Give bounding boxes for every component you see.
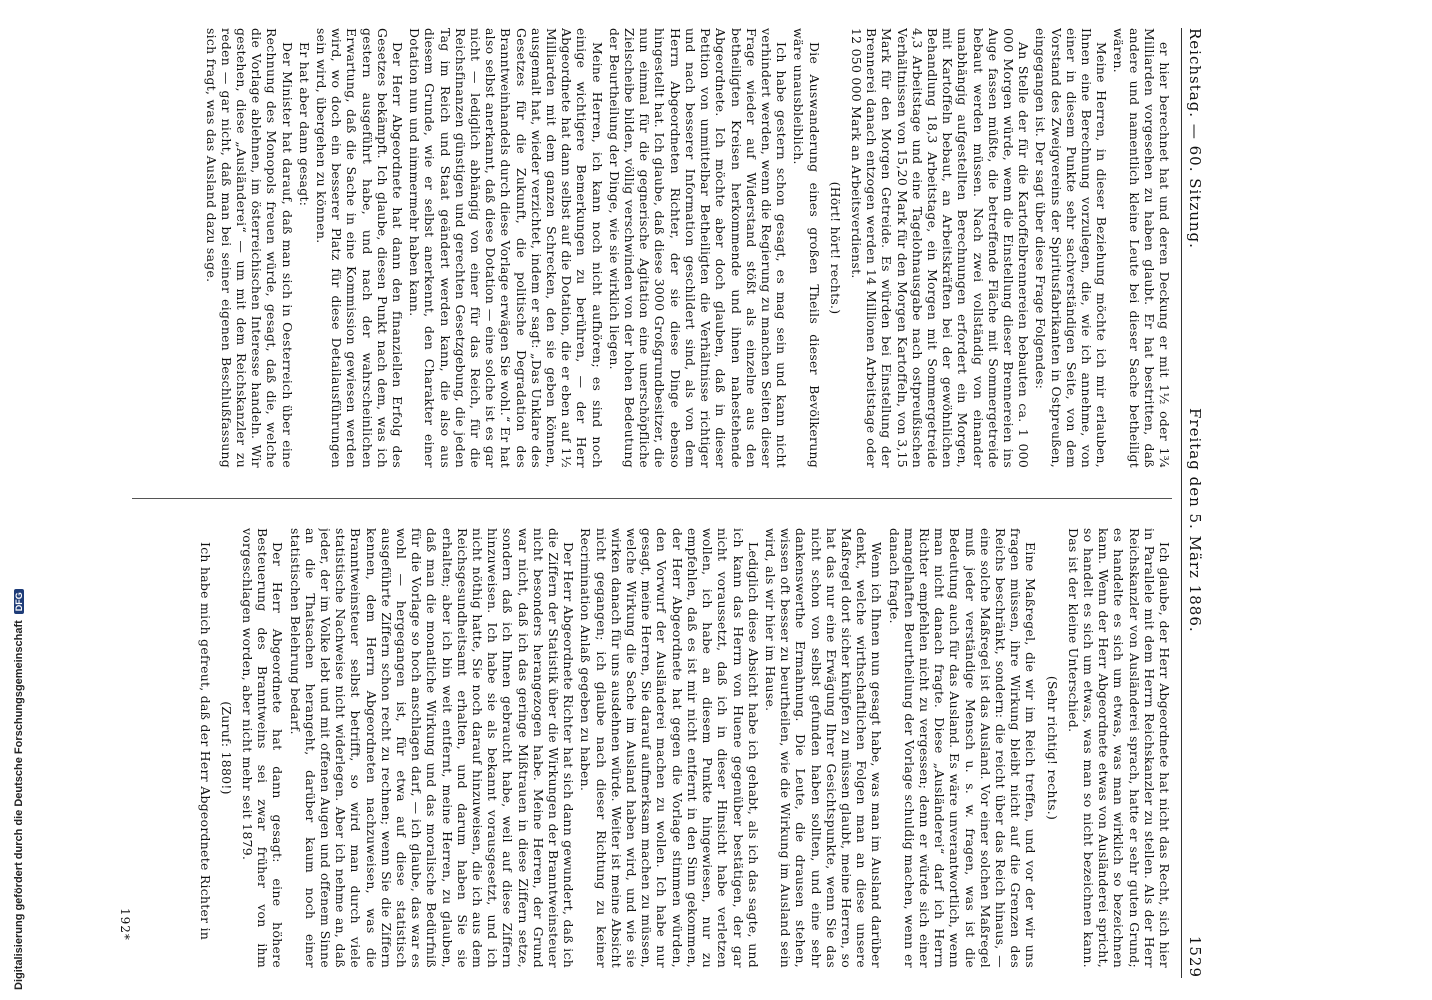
column-divider: [132, 498, 1172, 499]
page-number: 1529: [1186, 935, 1204, 978]
paragraph: An Stelle der für die Kartoffelbrennereien bebauten ca. 1 000 000 Morgen würde, wenn die Einstellung dieser Brennereien ins Auge fassen müßte, die betreffende Fläche mit Sommergetreide bebaut werden müssen. Nach zwei vollständig von einander unabhängig aufgestellten Berechnungen erfordert ein Morgen, mit Kartoffeln bebaut, an Arbeitskräften bei der gewöhnlichen Behandlung 18,3 Arbeitstage, ein Morgen mit Sommergetreide 4,3 Arbeitstage und eine Tagelohnausgabe nach ostpreußischen Verhältnissen von 15,20 Mark für den Morgen Kartoffeln, von 3,15 Mark für den Morgen Getreide. Es würden bei Einstellung der Brennerei danach entzogen werden 14 Millionen Arbeitstage oder 12 050 000 Mark an Arbeitsverdienst.: [848, 28, 1032, 468]
paragraph: Eine Maßregel, die wir im Reich treffen, und vor der wir uns fragen müssen, ihre Wirkung bleibt nicht auf die Grenzen des Reichs beschränkt, sondern: die reicht über das Reich hinaus, — eine solche Maßregel ist das Ausland. Vor einer solchen Maßregel muß jeder verständige Mensch u. s. w. fragen, was ist die Bedeutung auch für das Ausland. Es wäre unverantwortlich, wenn man nicht danach fragte. Diese „Ausländerei“ darf ich Herrn Richter empfehlen nicht zu vergessen; denn er würde sich einer mangelhaften Beurtheilung der Vorlage schuldig machen, wenn er danach fragte.: [886, 528, 1039, 968]
paragraph: Wenn ich Ihnen nun gesagt habe, was man im Ausland darüber denkt, welche wirthschaftlichen Folgen man an diese unsere Maßregel dort sicher knüpfen zu müssen glaubt, meine Herren, so hat das nur eine Erwägung Ihrer Gesichtspunkte, wenn Sie das nicht schon von selbst gefunden haben sollten, und eine sehr dankenswerthe Ermahnung. Die Leute, die drausen stehen, wissen oft besser zu beurtheilen, wie die Wirkung im Ausland sein wird, als wir hier im Hause.: [762, 528, 885, 968]
text-column-left: [132, 28, 1172, 468]
paragraph: Der Minister hat darauf, daß man sich in Oesterreich über eine Rechnung des Monopols freuen würde, gesagt, daß die, welche die Vorlage ablehnen, im österreichischen Interesse handeln. Wir gestehen, diese „Ausländerei“ — um mit dem Reichskanzler zu reden — gar nicht, daß man bei seiner eigenen Beschlußfassung sich fragt, was das Ausland dazu sage.: [203, 28, 295, 468]
interjection: (Hört! hört! rechts.): [827, 181, 843, 315]
paragraph: Ich habe mich gefreut, daß der Herr Abgeordnete Richter in: [197, 542, 213, 941]
header-date: Freitag den 5. März 1886.: [1186, 408, 1204, 633]
dfg-logo-icon: DFG: [14, 589, 24, 614]
running-header: [1181, 28, 1204, 978]
paragraph: Meine Herren, ich kann noch nicht aufhören; es sind noch einige wichtigere Bemerkungen zu berühren, — der Herr Abgeordnete hat dann selbst auf die Dotation, die er eben auf 1½ Milliarden mit dem ganzen Schrecken, den sie geben können, ausgemalt hat, wieder verzichtet, indem er sagt: „Das Unklare des Gesetzes für die Zukunft, die politische Degradation des Branntweinhandels durch diese Vorlage erwägen Sie wohl.“ Er hat also selbst anerkannt, daß diese Dotation — eine solche ist es gar nicht — lediglich abhängig von einer für das Reich, für die Reichsfinanzen günstigen und gerechten Gesetzgebung, die jeden Tag im Reich und Staat geändert werden kann, die also aus diesem Grunde, wie er selbst anerkennt, den Charakter einer Dotation nun und nimmermehr haben kann.: [407, 28, 605, 468]
paragraph: Der Herr Abgeordnete hat dann gesagt: eine höhere Besteuerung des Branntweins sei zwar früher von ihm vorgeschlagen worden, aber nicht mehr seit 1879.: [240, 528, 286, 968]
text-column-right: [132, 528, 1172, 968]
paragraph: Der Herr Abgeordnete Richter hat sich dann gewundert, daß ich die Ziffern der Statistik über die Wirkungen der Branntweinsteuer nicht besonders herangezogen habe. Meine Herren, der Grund war nicht, daß ich das geringe Mißtrauen in diese Ziffern setze, sondern daß ich Ihnen gebraucht habe, weil auf diese Ziffern hinzuweisen. Ich habe sie als bekannt vorausgesetzt, und ich nicht nöthig hatte, Sie noch darauf hinzuweisen, die ich aus dem Reichsgesundheitsamt erhalten, und darum haben Sie sie erhalten; aber ich bin weit entfernt, meine Herren, zu glauben, daß man die monatliche Wirkung und das moralische Bedürfniß für die Vorlage so hoch anschlagen darf, — ich glaube, das war es wohl — hergegangen ist, für etwa auf diese statistisch ausgeführte Ziffern schon recht zu rechnen; wenn Sie die Ziffern kennen, dem Herrn Abgeordneten nachzuweisen, was die Branntweinsteuer selbst betrifft, so wird man durch viele statistische Nachweise nicht widerlegen. Aber ich nehme an, daß jeder, der im Volke lebt und mit offenen Augen und offenem Sinne an die Thatsachen herangeht, darüber kaum noch einer statistischen Belehrung bedarf.: [287, 528, 577, 968]
header-session: Reichstag. — 60. Sitzung.: [1186, 28, 1204, 249]
sheet-signature: 192*: [118, 908, 132, 941]
paragraph: Die Auswanderung eines großen Theils dieser Bevölkerung wäre unausbleiblich.: [791, 28, 822, 468]
digitization-credit: [10, 40, 28, 990]
interjection: (Zuruf: 1880!): [218, 701, 234, 795]
paragraph: Ich glaube, der Herr Abgeordnete hat nicht das Recht, sich hier in Parallele mit dem Herrn Reichskanzler zu stellen. Als der Herr Reichskanzler von Ausländerei sprach, hatte er sehr guten Grund; es handelte es sich um etwas, was man wirklich so bezeichnen kann. Wenn der Herr Abgeordnete etwas von Ausländerei spricht, so handelt es sich um etwas, was man so nicht bezeichnen kann. Das ist der kleine Unterschied.: [1065, 528, 1172, 968]
interjection: (Sehr richtig! rechts.): [1044, 675, 1060, 821]
paragraph: Ich habe gestern schon gesagt, es mag sein und kann nicht verhindert werden, wenn die Regierung zu manchen Seiten dieser Frage wieder auf Widerstand stößt als einzelne aus den betheiligten Kreisen herkommende und ihnen nahestehende Abgeordnete. Ich möchte aber doch glauben, daß in dieser Petition von unmittelbar Betheiligten die Verhältnisse richtiger und nach besserer Information geschildert sind, als von dem Herrn Abgeordneten Richter, der sie diese Dinge ebenso hingestellt hat. Ich glaube, daß diese 3000 Großgrundbesitzer, die nun einmal für die gegnerische Agitation eine unerschöpfliche Zielscheibe bilden, völlig verschwinden von der hohen Bedeutung der Beurtheilung der Dinge, wie sie wirklich liegen.: [606, 28, 790, 468]
paragraph: Lediglich diese Absicht habe ich gehabt, als ich das sagte, und ich kann das Herrn von Huene gegenüber bestätigen, der gar nicht voraussetzt, daß ich in dieser Hinsicht habe verletzen wollen, ich habe an diesem Punkte hingewiesen, nur zu empfehlen, daß es ist mir nicht entfernt in den Sinn gekommen, der Herr Abgeordnete hat gegen die Vorlage stimmen würden, den Vorwurf der Ausländerei machen zu wollen. Ich habe nur gesagt, meine Herren, Sie darauf aufmerksam machen zu müssen, welche Wirkung die Sache im Ausland haben wird, und wie sie wirken danach für uns ausdehnen würde. Weiter ist meine Absicht nicht gegangen; ich glaube nach dieser Richtung zu keiner Recrimination Anlaß gegeben zu haben.: [578, 528, 761, 968]
paragraph: Der Herr Abgeordnete hat dann den finanziellen Erfolg des Gesetzes bekämpft. Ich glaube, diesen Punkt nach dem, was ich gestern ausgeführt habe, und nach der wahrscheinlichen Erwartung, daß die Sache in eine Kommission gewiesen werden wird, wo doch ein besserer Platz für diese Detailausführungen sein wird, übergehen zu können.: [314, 28, 406, 468]
paragraph: er hier berechnet hat und deren Deckung er mit 1½ oder 1¾ Milliarden vorgesehen zu haben glaubt. Er hat bestritten, daß andere und namentlich kleine Leute bei dieser Sache betheiligt wären.: [1111, 28, 1172, 468]
paragraph: Meine Herren, in dieser Beziehung möchte ich mir erlauben, Ihnen eine Berechnung vorzulegen, die, wie ich annehme, von einer in diesem Punkte sehr sachverständigen Seite, von dem Vorstand des Zweigvereins der Spiritusfabrikanten in Ostpreußen, eingegangen ist. Der sagt über diese Frage Folgendes:: [1033, 28, 1110, 468]
paragraph: Er hat aber dann gesagt:: [296, 42, 312, 207]
credit-text: Digitalisierung gefördert durch die Deutsche Forschungsgemeinschaft: [13, 620, 25, 990]
rotated-scan: [102, 28, 1212, 978]
